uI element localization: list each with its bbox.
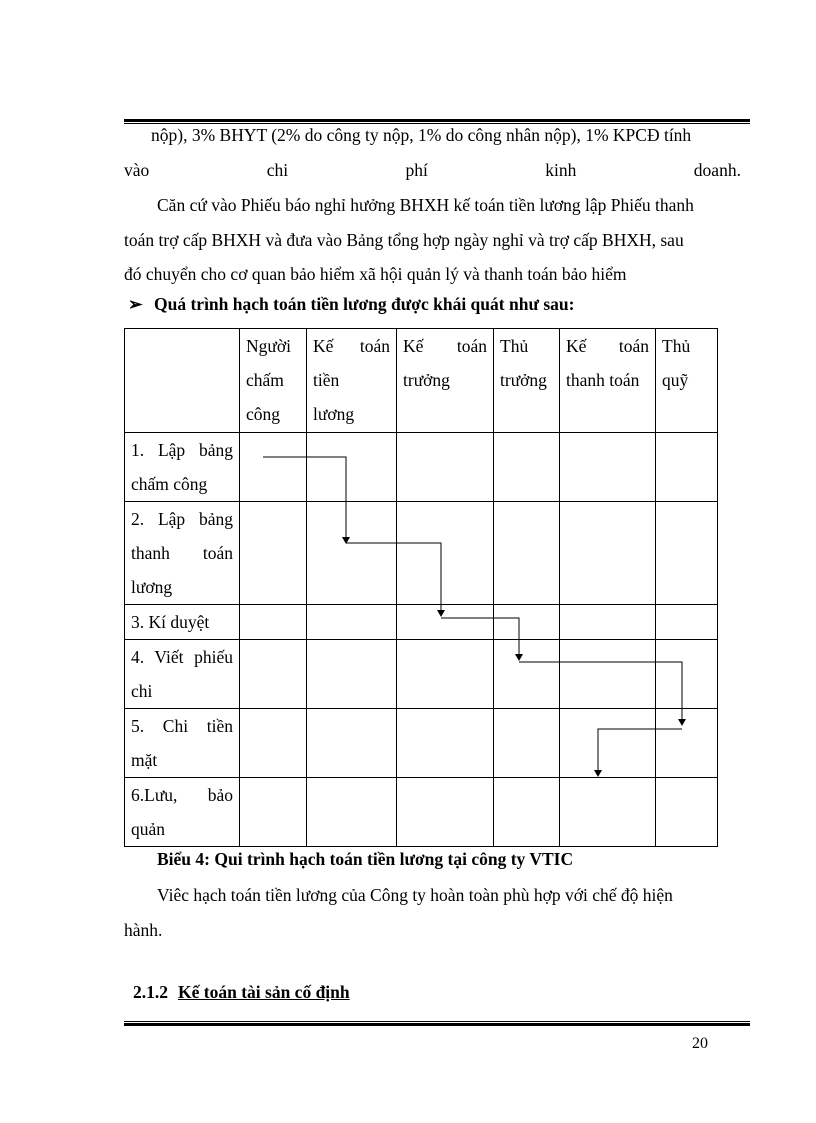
- header-line: tiền: [313, 370, 340, 390]
- flow-arrow-step5: [598, 729, 682, 776]
- header-line: trưởng: [403, 370, 450, 390]
- flow-arrow-step2: [346, 543, 441, 616]
- after-line-1: Viêc hạch toán tiền lương của Công ty hoàn toàn phù hợp với chế độ hiện: [157, 885, 673, 905]
- word: vào: [124, 160, 150, 180]
- flow-arrow-step4: [519, 662, 682, 725]
- header-line: Người: [246, 336, 291, 356]
- header-line: quỹ: [662, 370, 689, 390]
- body-line-4: toán trợ cấp BHXH và đưa vào Bảng tổng hợp ngày nghỉ và trợ cấp BHXH, sau: [124, 230, 684, 250]
- step-line: 4. Viết phiếu: [131, 647, 233, 667]
- word: kinh: [545, 160, 577, 180]
- footer-rule: [124, 1021, 750, 1026]
- step-line: 2. Lập bảng: [131, 509, 233, 529]
- body-line-3: Căn cứ vào Phiếu báo nghỉ hưởng BHXH kế toán tiền lương lập Phiếu thanh: [157, 195, 694, 215]
- step-line: lương: [131, 577, 173, 597]
- section-2-1-2: [133, 982, 350, 1003]
- header-line: trưởng: [500, 370, 547, 390]
- step-line: quản: [131, 819, 166, 839]
- section-number: 2.1.2: [133, 982, 168, 1002]
- flow-arrow-step1: [263, 457, 346, 543]
- word: chi: [266, 160, 289, 180]
- section-title: Kế toán tài sản cố định: [178, 982, 350, 1002]
- flow-arrow-step3: [441, 618, 519, 660]
- step-line: 1. Lập bảng: [131, 440, 233, 460]
- header-line: Kế toán: [403, 336, 487, 356]
- header-line: Kế toán: [566, 336, 649, 356]
- step-line: 5. Chi tiền: [131, 716, 233, 736]
- arrow-bullet-icon: ➢: [128, 294, 143, 314]
- header-line: lương: [313, 404, 355, 424]
- word: phí: [405, 160, 428, 180]
- header-line: Thủ: [500, 336, 529, 356]
- body-line-1: nộp), 3% BHYT (2% do công ty nộp, 1% do công nhân nộp), 1% KPCĐ tính: [151, 125, 692, 145]
- body-line-5: đó chuyển cho cơ quan bảo hiểm xã hội quản lý và thanh toán bảo hiểm: [124, 264, 627, 284]
- heading-text: Quá trình hạch toán tiền lương được khái quát như sau:: [154, 294, 575, 314]
- step-line: 3. Kí duyệt: [131, 612, 210, 632]
- header-line: công: [246, 404, 281, 424]
- figure-caption: Biểu 4: Qui trình hạch toán tiền lương tại công ty VTIC: [157, 849, 574, 869]
- step-line: chấm công: [131, 474, 208, 494]
- header-line: chấm: [246, 370, 284, 390]
- header-line: Thủ: [662, 336, 691, 356]
- step-line: 6.Lưu, bảo: [131, 785, 233, 805]
- step-line: chi: [131, 681, 153, 701]
- after-line-2: hành.: [124, 920, 163, 940]
- page-number: 20: [692, 1035, 708, 1052]
- step-line: thanh toán: [131, 543, 233, 563]
- word: doanh.: [693, 160, 741, 180]
- header-line: thanh toán: [566, 370, 640, 390]
- header-line: Kế toán: [313, 336, 390, 356]
- step-line: mặt: [131, 750, 158, 770]
